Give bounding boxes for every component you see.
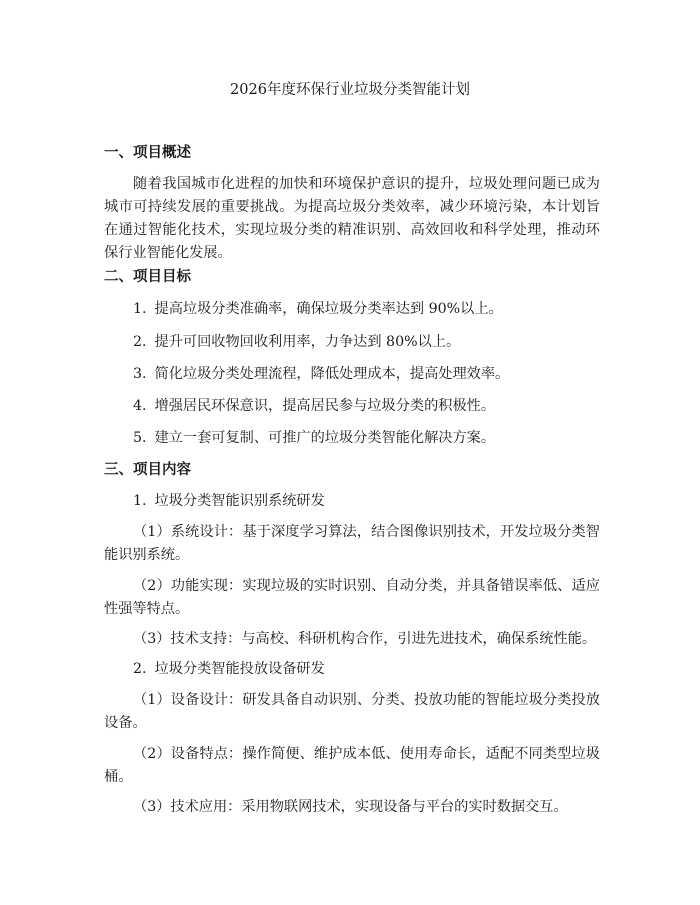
goal-item bbox=[133, 428, 603, 448]
goal-text: 提升可回收物回收利用率，力争达到 80%以上。 bbox=[154, 334, 461, 350]
goal-text: 简化垃圾分类处理流程，降低处理成本，提高处理效率。 bbox=[154, 366, 510, 382]
section-heading-content: 三、项目内容 bbox=[104, 462, 191, 478]
subsection-title bbox=[133, 491, 603, 511]
subsection-number: 2. bbox=[133, 661, 147, 677]
subsection-point: （2）功能实现：实现垃圾的实时识别、自动分类，并具备错误率低、适应性强等特点。 bbox=[104, 578, 600, 617]
goal-item bbox=[133, 299, 603, 319]
subsection-point: （1）系统设计：基于深度学习算法，结合图像识别技术，开发垃圾分类智能识别系统。 bbox=[104, 524, 600, 563]
goal-text: 建立一套可复制、可推广的垃圾分类智能化解决方案。 bbox=[154, 430, 496, 446]
section-heading-overview: 一、项目概述 bbox=[104, 145, 191, 161]
subsection-point: （3）技术应用：采用物联网技术，实现设备与平台的实时数据交互。 bbox=[133, 799, 568, 815]
subsection-point: （1）设备设计：研发具备自动识别、分类、投放功能的智能垃圾分类投放设备。 bbox=[104, 692, 600, 731]
overview-paragraph: 随着我国城市化进程的加快和环境保护意识的提升，垃圾处理问题已成为城市可持续发展的重要挑战。为提高垃圾分类效率，减少环境污染，本计划旨在通过智能化技术，实现垃圾分类的精准识别、高效回收和科学处理，推动环保行业智能化发展。 bbox=[104, 176, 600, 261]
goal-item bbox=[133, 396, 603, 416]
document-title: 2026年度环保行业垃圾分类智能计划 bbox=[230, 82, 470, 98]
section-heading-goals: 二、项目目标 bbox=[104, 269, 191, 285]
subsection-point: （3）技术支持：与高校、科研机构合作，引进先进技术，确保系统性能。 bbox=[133, 631, 597, 647]
goal-number: 4. bbox=[133, 398, 147, 414]
goal-number: 3. bbox=[133, 366, 147, 382]
goal-text: 增强居民环保意识，提高居民参与垃圾分类的积极性。 bbox=[154, 398, 496, 414]
goal-item bbox=[133, 332, 603, 352]
subsection-text: 垃圾分类智能识别系统研发 bbox=[154, 493, 325, 509]
goal-item bbox=[133, 364, 603, 384]
goal-number: 2. bbox=[133, 334, 147, 350]
goal-number: 1. bbox=[133, 301, 147, 317]
goal-text: 提高垃圾分类准确率，确保垃圾分类率达到 90%以上。 bbox=[154, 301, 503, 317]
subsection-text: 垃圾分类智能投放设备研发 bbox=[154, 661, 325, 677]
subsection-point: （2）设备特点：操作简便、维护成本低、使用寿命长，适配不同类型垃圾桶。 bbox=[104, 746, 600, 785]
goal-number: 5. bbox=[133, 430, 147, 446]
subsection-number: 1. bbox=[133, 493, 147, 509]
subsection-title bbox=[133, 659, 603, 679]
